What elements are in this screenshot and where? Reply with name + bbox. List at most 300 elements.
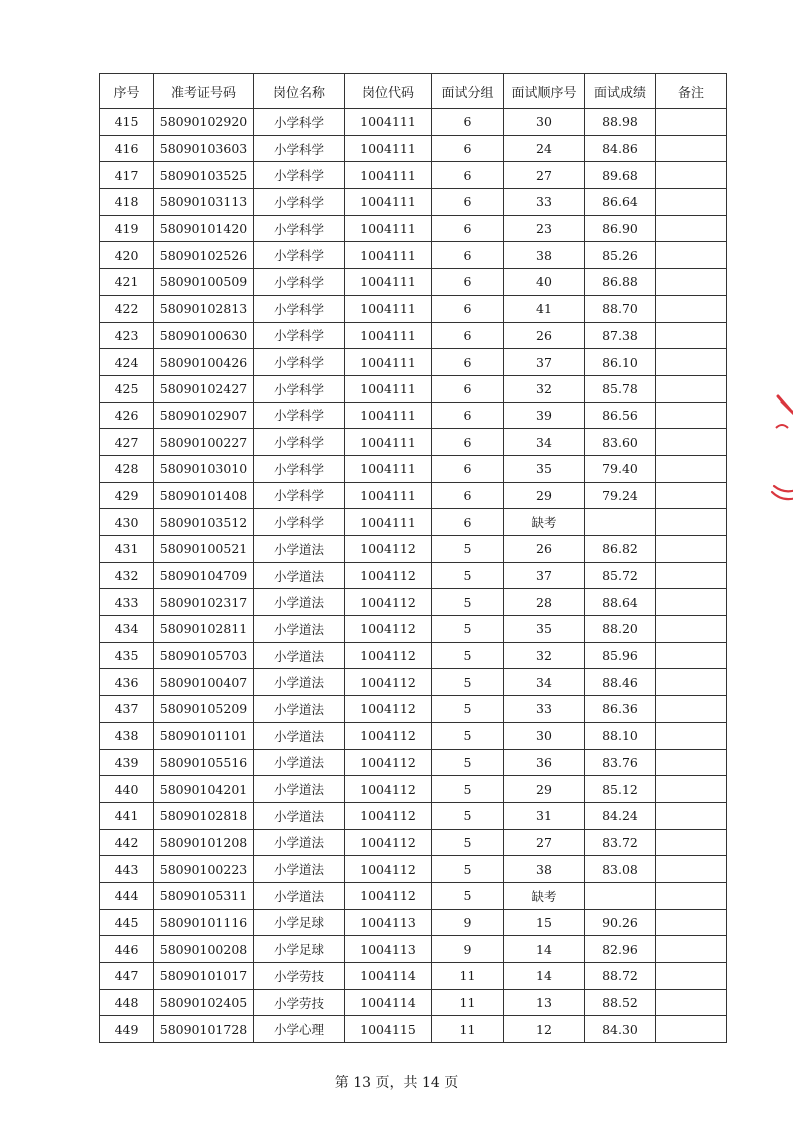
table-header-row [100,74,727,109]
ticket-number-cell: 58090101116 [154,909,254,936]
post-name-cell: 小学道法 [254,669,345,696]
post-name-cell: 小学道法 [254,776,345,803]
table-row [100,989,727,1016]
post-name-cell: 小学科学 [254,509,345,536]
interview-score-cell: 88.20 [585,616,656,643]
seal-arc-mid [776,425,788,428]
remarks-cell [656,802,727,829]
ticket-number-cell: 58090104201 [154,776,254,803]
seq-cell: 425 [100,375,154,402]
header-interview-score: 面试成绩 [585,74,656,109]
ticket-number-cell: 58090103113 [154,189,254,216]
interview-score-cell [585,882,656,909]
post-name-cell: 小学科学 [254,402,345,429]
interview-order-cell: 29 [504,776,585,803]
table-row [100,162,727,189]
ticket-number-cell: 58090102317 [154,589,254,616]
interview-group-cell: 6 [432,242,504,269]
header-post-name: 岗位名称 [254,74,345,109]
remarks-cell [656,909,727,936]
interview-order-cell: 15 [504,909,585,936]
interview-order-cell: 34 [504,669,585,696]
seq-cell: 430 [100,509,154,536]
ticket-number-cell: 58090103512 [154,509,254,536]
seq-cell: 438 [100,722,154,749]
post-code-cell: 1004111 [345,109,432,136]
seq-cell: 436 [100,669,154,696]
table-row [100,509,727,536]
post-name-cell: 小学道法 [254,829,345,856]
interview-score-cell: 85.26 [585,242,656,269]
post-name-cell: 小学足球 [254,909,345,936]
interview-score-cell: 88.72 [585,963,656,990]
interview-group-cell: 5 [432,669,504,696]
seq-cell: 426 [100,402,154,429]
table-row [100,402,727,429]
ticket-number-cell: 58090102811 [154,616,254,643]
post-code-cell: 1004111 [345,162,432,189]
interview-score-cell: 83.60 [585,429,656,456]
interview-score-cell: 88.10 [585,722,656,749]
seq-cell: 419 [100,215,154,242]
ticket-number-cell: 58090101420 [154,215,254,242]
post-name-cell: 小学科学 [254,322,345,349]
interview-score-cell: 85.12 [585,776,656,803]
ticket-number-cell: 58090102813 [154,295,254,322]
seq-cell: 420 [100,242,154,269]
interview-score-cell: 86.10 [585,349,656,376]
post-name-cell: 小学科学 [254,269,345,296]
interview-order-cell: 29 [504,482,585,509]
interview-order-cell: 34 [504,429,585,456]
remarks-cell [656,269,727,296]
header-remarks: 备注 [656,74,727,109]
seq-cell: 443 [100,856,154,883]
remarks-cell [656,562,727,589]
interview-group-cell: 6 [432,189,504,216]
table-row [100,455,727,482]
ticket-number-cell: 58090100630 [154,322,254,349]
interview-score-cell: 84.30 [585,1016,656,1043]
post-name-cell: 小学科学 [254,429,345,456]
seq-cell: 428 [100,455,154,482]
interview-order-cell: 38 [504,856,585,883]
post-name-cell: 小学道法 [254,882,345,909]
table-row [100,802,727,829]
interview-score-cell: 88.46 [585,669,656,696]
seal-arc-bottom [772,486,793,499]
score-table [99,73,727,1043]
interview-group-cell: 6 [432,349,504,376]
interview-score-cell: 83.08 [585,856,656,883]
ticket-number-cell: 58090101408 [154,482,254,509]
interview-group-cell: 5 [432,616,504,643]
table-body [100,109,727,1043]
table-row [100,882,727,909]
ticket-number-cell: 58090100208 [154,936,254,963]
seq-cell: 416 [100,135,154,162]
seq-cell: 424 [100,349,154,376]
interview-order-cell: 36 [504,749,585,776]
interview-order-cell: 31 [504,802,585,829]
seq-cell: 448 [100,989,154,1016]
remarks-cell [656,829,727,856]
interview-score-cell: 84.24 [585,802,656,829]
interview-score-cell: 85.78 [585,375,656,402]
seq-cell: 423 [100,322,154,349]
interview-score-cell: 83.76 [585,749,656,776]
table-row [100,909,727,936]
table-row [100,269,727,296]
table-row [100,295,727,322]
interview-group-cell: 5 [432,722,504,749]
remarks-cell [656,509,727,536]
post-code-cell: 1004111 [345,215,432,242]
interview-score-cell: 82.96 [585,936,656,963]
remarks-cell [656,429,727,456]
table-row [100,936,727,963]
interview-score-cell: 87.38 [585,322,656,349]
ticket-number-cell: 58090102526 [154,242,254,269]
remarks-cell [656,215,727,242]
interview-score-cell: 86.36 [585,696,656,723]
interview-group-cell: 6 [432,215,504,242]
ticket-number-cell: 58090100426 [154,349,254,376]
interview-order-cell: 12 [504,1016,585,1043]
post-name-cell: 小学科学 [254,135,345,162]
seq-cell: 437 [100,696,154,723]
ticket-number-cell: 58090100407 [154,669,254,696]
table-row [100,242,727,269]
post-code-cell: 1004112 [345,882,432,909]
remarks-cell [656,989,727,1016]
post-code-cell: 1004111 [345,189,432,216]
post-code-cell: 1004112 [345,696,432,723]
remarks-cell [656,482,727,509]
post-code-cell: 1004111 [345,455,432,482]
interview-order-cell: 39 [504,402,585,429]
interview-score-cell: 86.90 [585,215,656,242]
seq-cell: 445 [100,909,154,936]
header-interview-group: 面试分组 [432,74,504,109]
header-ticket-number: 准考证号码 [154,74,254,109]
seq-cell: 427 [100,429,154,456]
header-seq: 序号 [100,74,154,109]
interview-group-cell: 5 [432,776,504,803]
post-name-cell: 小学劳技 [254,963,345,990]
interview-group-cell: 5 [432,829,504,856]
table-row [100,963,727,990]
interview-group-cell: 6 [432,429,504,456]
ticket-number-cell: 58090102405 [154,989,254,1016]
post-name-cell: 小学道法 [254,562,345,589]
ticket-number-cell: 58090105209 [154,696,254,723]
interview-group-cell: 6 [432,135,504,162]
post-name-cell: 小学劳技 [254,989,345,1016]
table-row [100,696,727,723]
table-row [100,322,727,349]
post-name-cell: 小学道法 [254,616,345,643]
table-row [100,536,727,563]
post-code-cell: 1004112 [345,856,432,883]
seq-cell: 422 [100,295,154,322]
post-name-cell: 小学科学 [254,349,345,376]
ticket-number-cell: 58090103525 [154,162,254,189]
table-row [100,482,727,509]
interview-order-cell: 37 [504,349,585,376]
remarks-cell [656,242,727,269]
post-code-cell: 1004112 [345,669,432,696]
seq-cell: 415 [100,109,154,136]
interview-score-cell: 86.82 [585,536,656,563]
table-row [100,642,727,669]
interview-order-cell: 24 [504,135,585,162]
post-code-cell: 1004111 [345,295,432,322]
post-name-cell: 小学道法 [254,749,345,776]
post-name-cell: 小学科学 [254,109,345,136]
ticket-number-cell: 58090102920 [154,109,254,136]
post-name-cell: 小学道法 [254,802,345,829]
interview-order-cell: 27 [504,162,585,189]
interview-group-cell: 5 [432,882,504,909]
interview-group-cell: 9 [432,909,504,936]
post-name-cell: 小学科学 [254,455,345,482]
post-name-cell: 小学道法 [254,642,345,669]
post-code-cell: 1004112 [345,802,432,829]
post-name-cell: 小学科学 [254,295,345,322]
ticket-number-cell: 58090101728 [154,1016,254,1043]
remarks-cell [656,189,727,216]
interview-group-cell: 5 [432,589,504,616]
interview-score-cell: 88.70 [585,295,656,322]
post-name-cell: 小学道法 [254,722,345,749]
remarks-cell [656,162,727,189]
ticket-number-cell: 58090103010 [154,455,254,482]
post-code-cell: 1004111 [345,402,432,429]
table-row [100,669,727,696]
seq-cell: 432 [100,562,154,589]
post-code-cell: 1004111 [345,349,432,376]
post-name-cell: 小学科学 [254,242,345,269]
interview-group-cell: 5 [432,856,504,883]
interview-group-cell: 6 [432,509,504,536]
table-row [100,429,727,456]
post-code-cell: 1004111 [345,135,432,162]
table-row [100,589,727,616]
interview-order-cell: 23 [504,215,585,242]
interview-score-cell: 86.64 [585,189,656,216]
post-code-cell: 1004111 [345,322,432,349]
interview-order-cell: 13 [504,989,585,1016]
remarks-cell [656,109,727,136]
remarks-cell [656,455,727,482]
interview-score-cell: 88.98 [585,109,656,136]
seq-cell: 441 [100,802,154,829]
interview-score-cell: 85.96 [585,642,656,669]
remarks-cell [656,936,727,963]
interview-order-cell: 26 [504,536,585,563]
remarks-cell [656,536,727,563]
post-code-cell: 1004112 [345,776,432,803]
interview-group-cell: 5 [432,536,504,563]
interview-score-cell: 90.26 [585,909,656,936]
interview-group-cell: 6 [432,455,504,482]
table-row [100,749,727,776]
interview-group-cell: 5 [432,696,504,723]
seq-cell: 418 [100,189,154,216]
interview-score-cell: 79.24 [585,482,656,509]
ticket-number-cell: 58090100227 [154,429,254,456]
interview-order-cell: 缺考 [504,509,585,536]
interview-group-cell: 6 [432,162,504,189]
interview-group-cell: 6 [432,402,504,429]
interview-order-cell: 37 [504,562,585,589]
interview-score-cell: 89.68 [585,162,656,189]
table-row [100,135,727,162]
post-code-cell: 1004111 [345,269,432,296]
post-code-cell: 1004114 [345,989,432,1016]
seq-cell: 421 [100,269,154,296]
post-code-cell: 1004112 [345,589,432,616]
seq-cell: 434 [100,616,154,643]
seq-cell: 440 [100,776,154,803]
interview-group-cell: 6 [432,295,504,322]
post-code-cell: 1004112 [345,536,432,563]
seq-cell: 433 [100,589,154,616]
remarks-cell [656,616,727,643]
interview-group-cell: 6 [432,482,504,509]
remarks-cell [656,295,727,322]
table-row [100,776,727,803]
seal-arc-top [778,396,793,414]
table-row [100,722,727,749]
ticket-number-cell: 58090105703 [154,642,254,669]
interview-order-cell: 26 [504,322,585,349]
ticket-number-cell: 58090102818 [154,802,254,829]
remarks-cell [656,856,727,883]
red-seal-stamp-edge [760,388,793,528]
interview-score-cell: 85.72 [585,562,656,589]
remarks-cell [656,589,727,616]
post-name-cell: 小学科学 [254,162,345,189]
table-row [100,562,727,589]
post-code-cell: 1004111 [345,429,432,456]
remarks-cell [656,669,727,696]
remarks-cell [656,375,727,402]
remarks-cell [656,642,727,669]
table-row [100,109,727,136]
table-row [100,215,727,242]
interview-group-cell: 5 [432,562,504,589]
seq-cell: 442 [100,829,154,856]
table-row [100,375,727,402]
interview-score-cell: 79.40 [585,455,656,482]
ticket-number-cell: 58090105311 [154,882,254,909]
ticket-number-cell: 58090100509 [154,269,254,296]
interview-group-cell: 6 [432,269,504,296]
seq-cell: 431 [100,536,154,563]
seq-cell: 435 [100,642,154,669]
interview-order-cell: 32 [504,642,585,669]
table-row [100,616,727,643]
ticket-number-cell: 58090100521 [154,536,254,563]
header-post-code: 岗位代码 [345,74,432,109]
ticket-number-cell: 58090105516 [154,749,254,776]
remarks-cell [656,749,727,776]
ticket-number-cell: 58090102427 [154,375,254,402]
post-code-cell: 1004111 [345,375,432,402]
interview-order-cell: 38 [504,242,585,269]
ticket-number-cell: 58090101017 [154,963,254,990]
post-name-cell: 小学科学 [254,189,345,216]
interview-order-cell: 40 [504,269,585,296]
post-code-cell: 1004111 [345,482,432,509]
post-code-cell: 1004112 [345,642,432,669]
ticket-number-cell: 58090102907 [154,402,254,429]
interview-order-cell: 28 [504,589,585,616]
interview-score-cell: 83.72 [585,829,656,856]
post-code-cell: 1004112 [345,749,432,776]
interview-group-cell: 5 [432,802,504,829]
interview-order-cell: 35 [504,455,585,482]
interview-score-cell: 88.64 [585,589,656,616]
post-code-cell: 1004111 [345,509,432,536]
seq-cell: 447 [100,963,154,990]
post-name-cell: 小学心理 [254,1016,345,1043]
page-footer [0,1072,793,1092]
interview-score-cell: 84.86 [585,135,656,162]
post-code-cell: 1004112 [345,722,432,749]
ticket-number-cell: 58090104709 [154,562,254,589]
remarks-cell [656,322,727,349]
remarks-cell [656,963,727,990]
header-interview-order: 面试顺序号 [504,74,585,109]
interview-group-cell: 11 [432,989,504,1016]
remarks-cell [656,776,727,803]
ticket-number-cell: 58090103603 [154,135,254,162]
interview-order-cell: 缺考 [504,882,585,909]
seq-cell: 439 [100,749,154,776]
interview-order-cell: 30 [504,109,585,136]
interview-group-cell: 5 [432,749,504,776]
post-code-cell: 1004112 [345,829,432,856]
remarks-cell [656,135,727,162]
post-code-cell: 1004112 [345,616,432,643]
interview-order-cell: 14 [504,963,585,990]
interview-order-cell: 14 [504,936,585,963]
remarks-cell [656,722,727,749]
post-name-cell: 小学足球 [254,936,345,963]
post-code-cell: 1004113 [345,936,432,963]
table-row [100,856,727,883]
post-name-cell: 小学科学 [254,375,345,402]
post-name-cell: 小学道法 [254,536,345,563]
seq-cell: 446 [100,936,154,963]
table-row [100,349,727,376]
remarks-cell [656,1016,727,1043]
post-name-cell: 小学道法 [254,696,345,723]
seq-cell: 429 [100,482,154,509]
interview-score-cell: 86.88 [585,269,656,296]
post-name-cell: 小学道法 [254,589,345,616]
ticket-number-cell: 58090101101 [154,722,254,749]
interview-order-cell: 32 [504,375,585,402]
table-row [100,1016,727,1043]
remarks-cell [656,402,727,429]
interview-order-cell: 30 [504,722,585,749]
interview-group-cell: 11 [432,1016,504,1043]
ticket-number-cell: 58090100223 [154,856,254,883]
